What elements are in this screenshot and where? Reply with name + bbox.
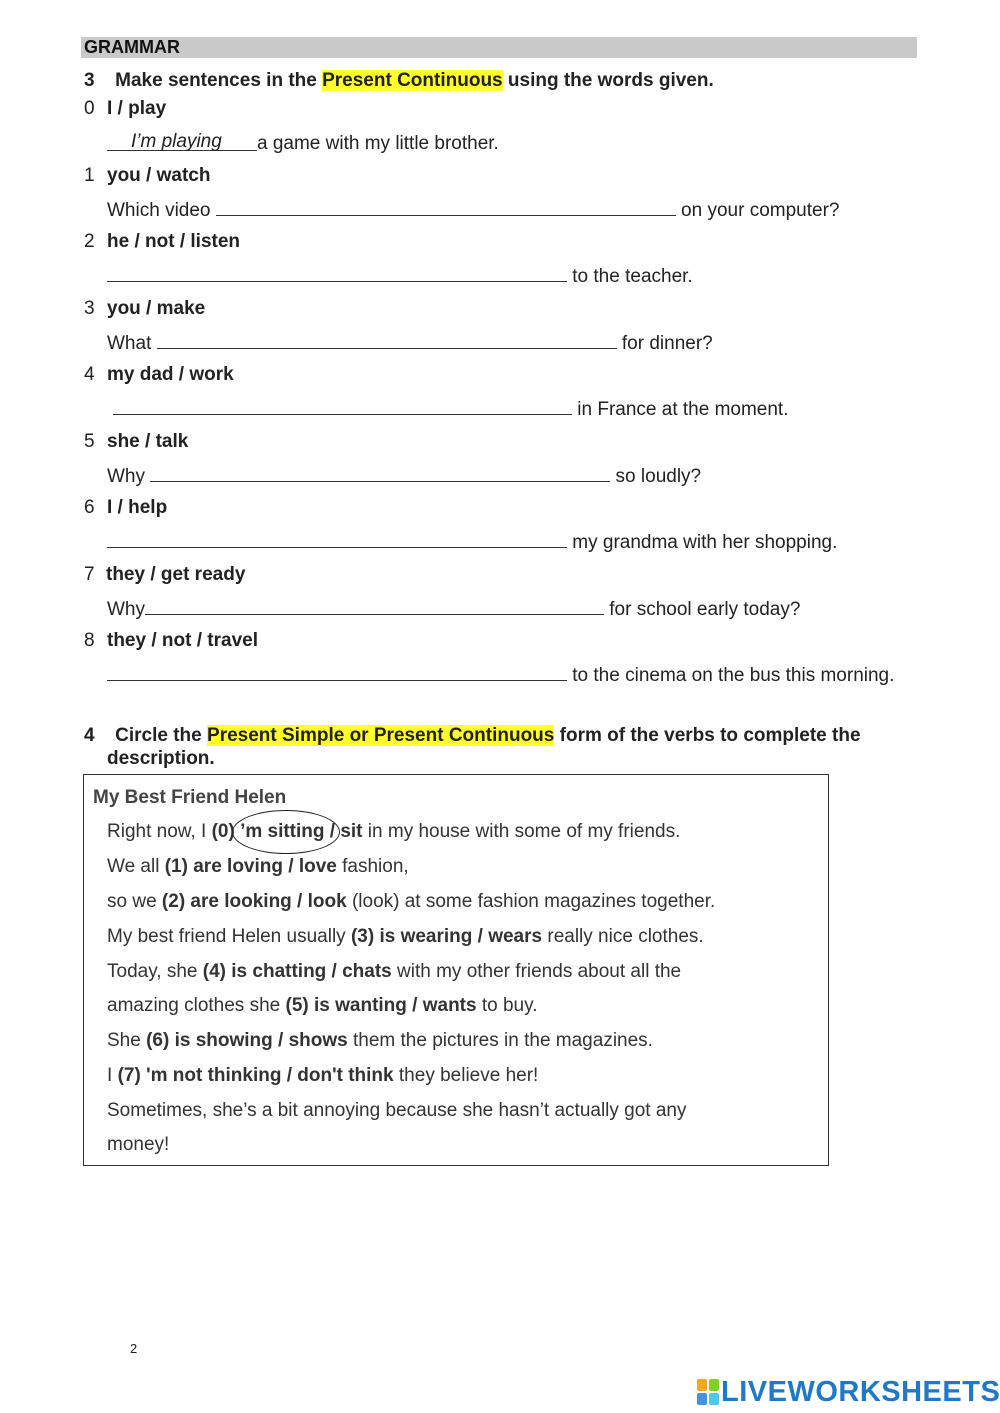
choice-3[interactable]: (3) is wearing / wears [350, 926, 543, 947]
exercise4-instruction-line2: description. [107, 748, 215, 769]
item-5-answer-field[interactable] [150, 464, 610, 482]
item-2-number: 2 [84, 231, 95, 252]
item-7-number: 7 [84, 564, 95, 585]
item-2-answer-field[interactable] [107, 264, 567, 282]
item-5-prompt: she / talk [107, 431, 189, 452]
item-1-sentence: Which video on your computer? [107, 200, 840, 221]
exercise3-highlight: Present Continuous [322, 70, 503, 91]
choice-4[interactable]: (4) is chatting / chats [202, 961, 392, 982]
item-3-number: 3 [84, 298, 95, 319]
exercise3-number: 3 [84, 70, 95, 91]
item-4-sentence: in France at the moment. [113, 397, 789, 421]
item-8-answer-field[interactable] [107, 663, 567, 681]
item-0-answer-field[interactable]: I’m playing [107, 133, 257, 151]
item-1-answer-field[interactable] [216, 198, 676, 216]
item-3-prompt: you / make [107, 298, 206, 319]
text-line-6: She (6) is showing / shows them the pictures in the magazines. [107, 1030, 653, 1051]
item-7-prompt: they / get ready [106, 564, 246, 585]
item-8-sentence: to the cinema on the bus this morning. [107, 663, 894, 687]
item-3-answer-field[interactable] [157, 331, 617, 349]
exercise3-instruction: 3 Make sentences in the Present Continuous using the words given. [84, 70, 714, 91]
liveworksheets-logo-icon [697, 1379, 719, 1405]
text-line-7: I (7) 'm not thinking / don't think they believe her! [107, 1065, 539, 1086]
item-7-answer-field[interactable] [145, 597, 604, 615]
item-6-answer-field[interactable] [107, 530, 567, 548]
item-1-number: 1 [84, 165, 95, 186]
text-line-0: Right now, I (0) ’m sitting / sit in my house with some of my friends. [107, 821, 681, 842]
liveworksheets-logo [697, 1376, 1000, 1408]
choice-2[interactable]: (2) are looking / look [161, 891, 347, 912]
example-answer-circle [232, 810, 340, 854]
choice-6[interactable]: (6) is showing / shows [146, 1030, 348, 1051]
item-0-sentence: I’m playing a game with my little brother. [107, 131, 499, 155]
section-header-bar [81, 37, 917, 58]
item-4-prompt: my dad / work [107, 364, 234, 385]
text-line-2: so we (2) are looking / look (look) at some fashion magazines together. [107, 891, 716, 912]
item-7-sentence: Why for school early today? [107, 599, 801, 620]
item-5-sentence: Why so loudly? [107, 466, 702, 487]
item-6-sentence: my grandma with her shopping. [107, 530, 837, 554]
exercise4-number: 4 [84, 725, 95, 746]
choice-7[interactable]: (7) 'm not thinking / don't think [117, 1065, 394, 1086]
exercise4-highlight: Present Simple or Present Continuous [207, 725, 555, 746]
item-8-number: 8 [84, 630, 95, 651]
item-3-sentence: What for dinner? [107, 333, 713, 354]
item-0-prompt: I / play [107, 98, 167, 119]
item-2-prompt: he / not / listen [107, 231, 241, 252]
text-line-4: Today, she (4) is chatting / chats with my other friends about all the [107, 961, 682, 982]
item-6-prompt: I / help [107, 497, 168, 518]
item-4-answer-field[interactable] [113, 397, 572, 415]
box-title: My Best Friend Helen [93, 787, 287, 808]
item-4-number: 4 [84, 364, 95, 385]
text-line-9: money! [107, 1134, 170, 1155]
choice-1[interactable]: (1) are loving / love [164, 856, 337, 877]
item-8-prompt: they / not / travel [107, 630, 258, 651]
choice-0[interactable]: (0) ’m sitting / sit [211, 821, 363, 842]
page-number: 2 [130, 1341, 138, 1356]
exercise4-instruction: 4 Circle the Present Simple or Present Continuous form of the verbs to complete the [84, 725, 861, 746]
text-line-8: Sometimes, she’s a bit annoying because she hasn’t actually got any [107, 1100, 687, 1121]
item-1-prompt: you / watch [107, 165, 211, 186]
section-title: GRAMMAR [84, 37, 180, 57]
liveworksheets-brand: LIVEWORKSHEETS [721, 1376, 1000, 1408]
text-line-3: My best friend Helen usually (3) is wearing / wears really nice clothes. [107, 926, 704, 947]
text-line-1: We all (1) are loving / love fashion, [107, 856, 409, 877]
item-5-number: 5 [84, 431, 95, 452]
text-line-5: amazing clothes she (5) is wanting / wants to buy. [107, 995, 538, 1016]
item-6-number: 6 [84, 497, 95, 518]
item-0-prompt-row: 0 [84, 98, 95, 119]
choice-5[interactable]: (5) is wanting / wants [285, 995, 477, 1016]
item-2-sentence: to the teacher. [107, 264, 693, 288]
